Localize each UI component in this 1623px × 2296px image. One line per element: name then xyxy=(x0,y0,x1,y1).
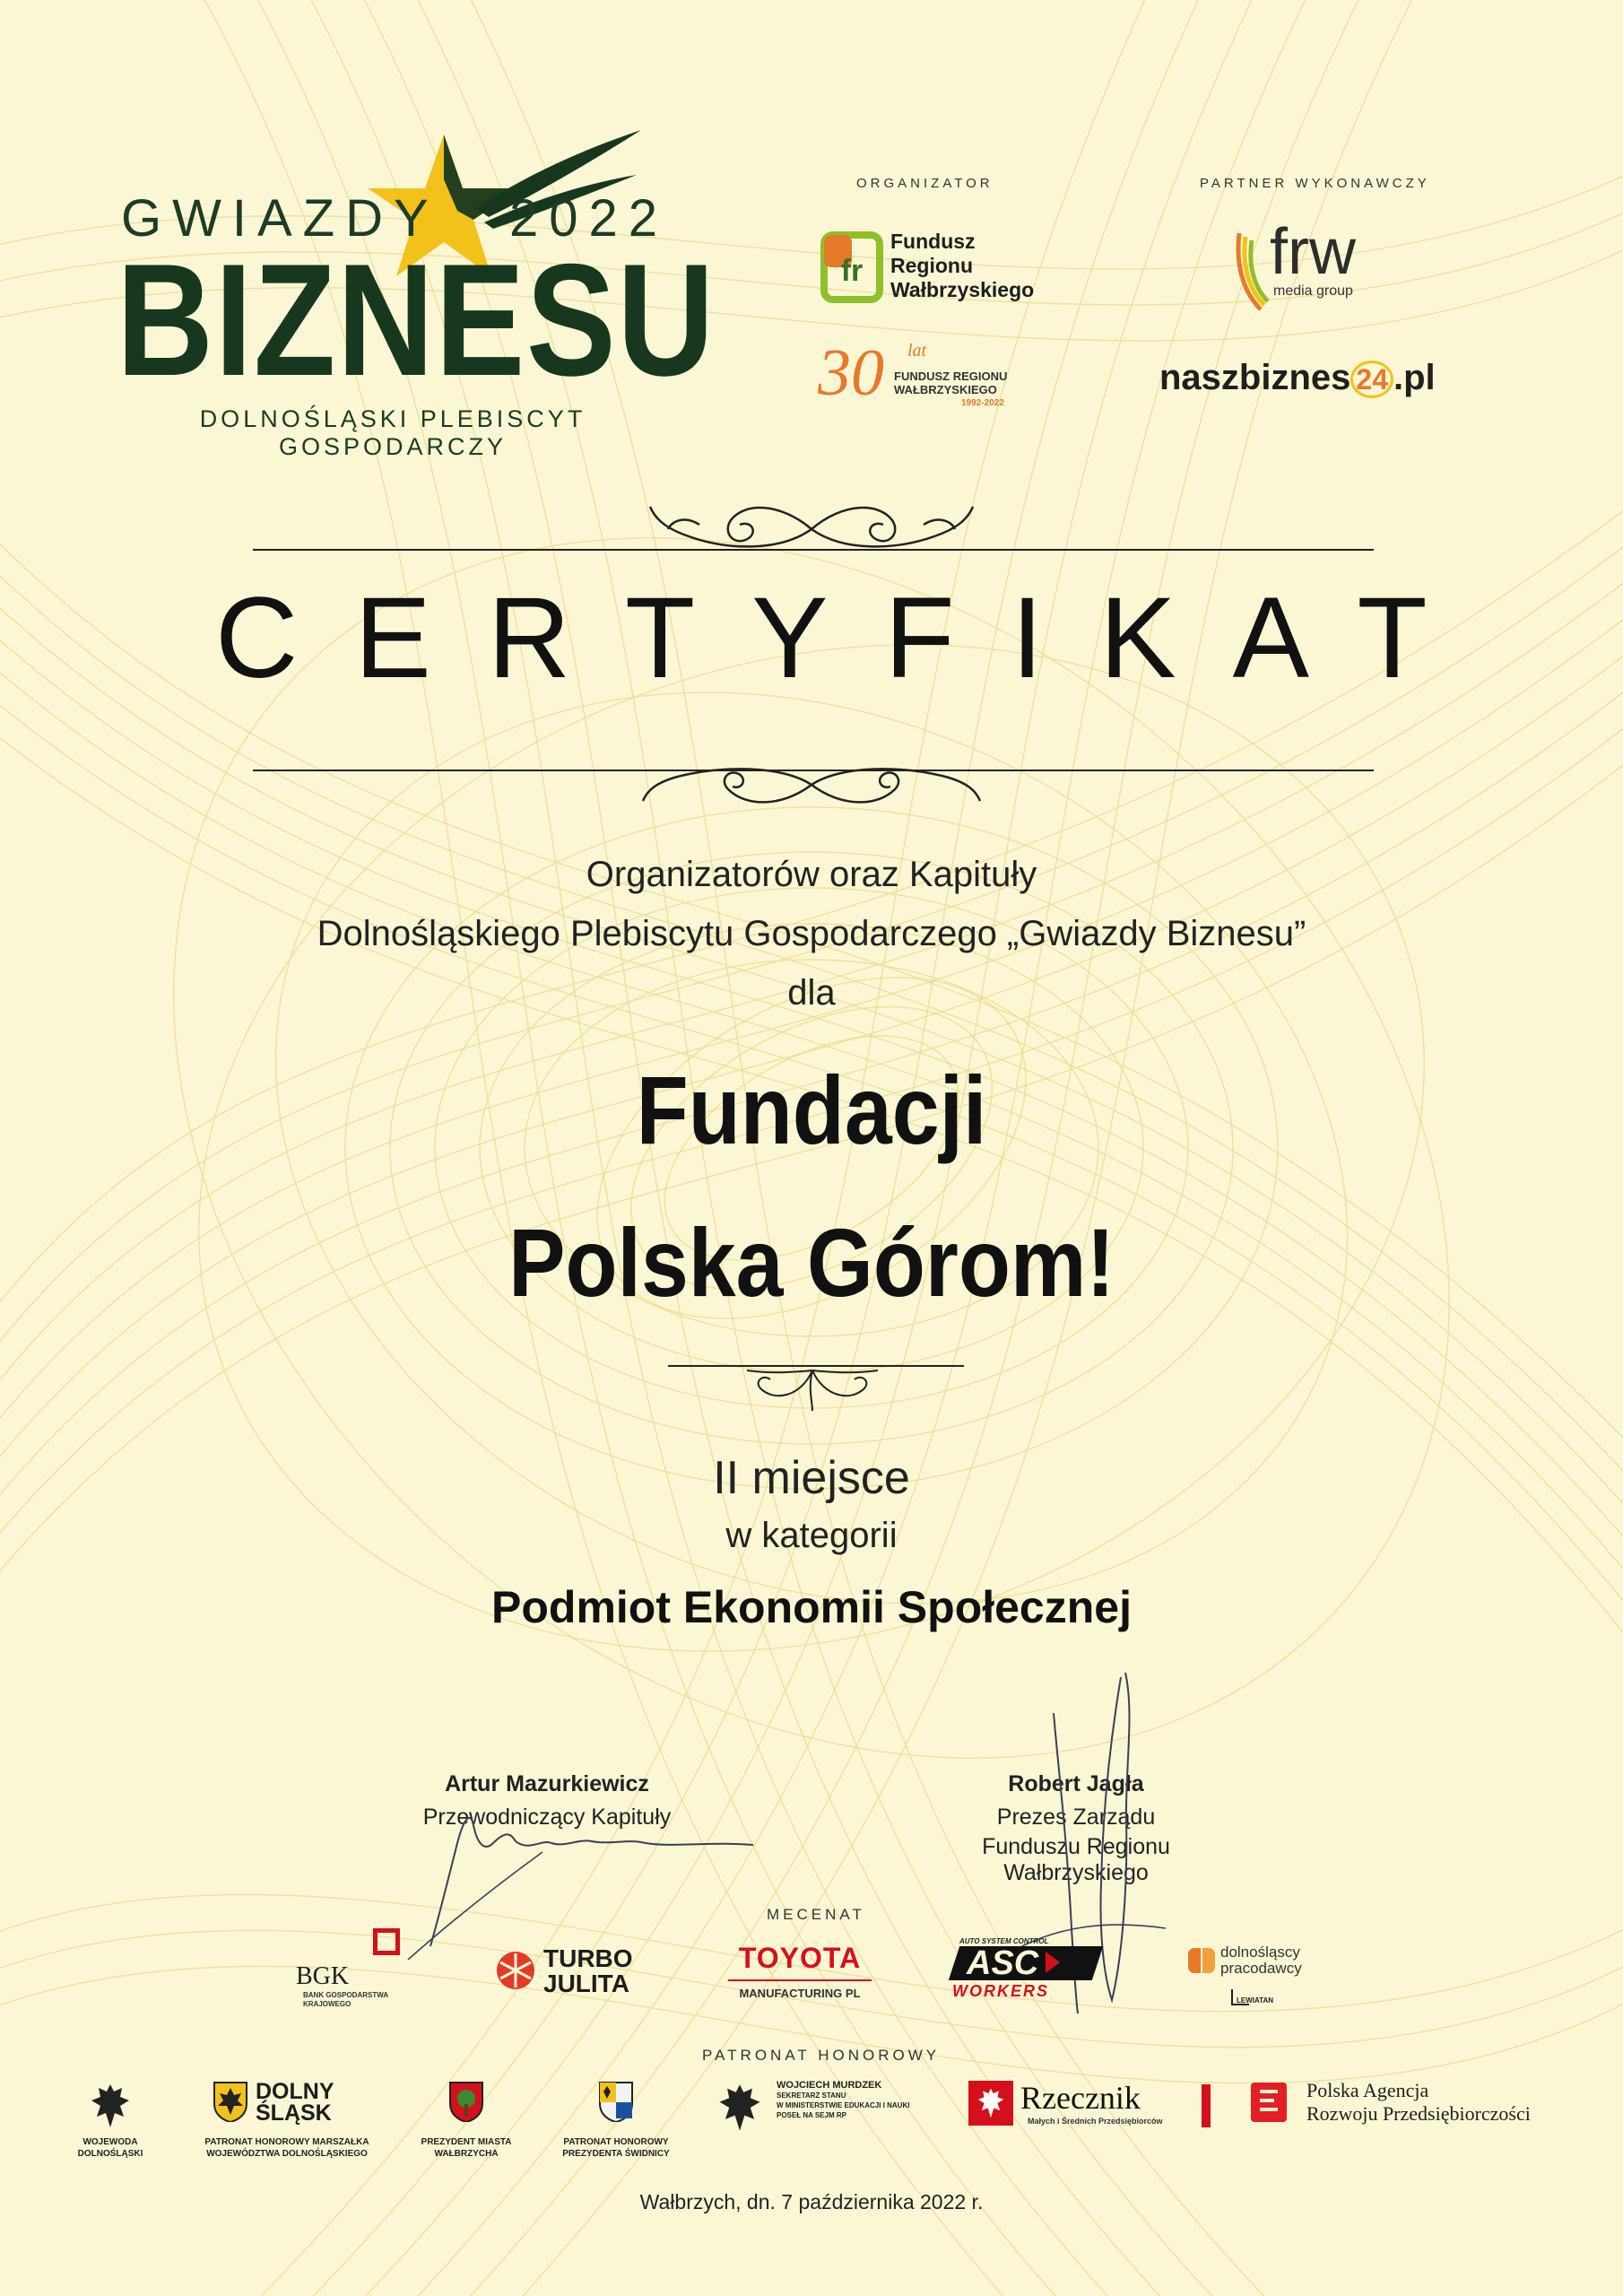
asc-text: ASC xyxy=(967,1944,1039,1982)
lewiatan-text: LEWIATAN xyxy=(1237,1996,1274,2005)
mecenat-label: MECENAT xyxy=(767,1906,865,1923)
fundusz-line3: Wałbrzyskiego xyxy=(890,278,1035,301)
walbrzych-crest-icon xyxy=(448,2081,484,2122)
bgk-logo xyxy=(296,1928,430,2009)
marszalek-line1: PATRONAT HONOROWY MARSZAŁKA xyxy=(204,2137,369,2147)
site-num: 24 xyxy=(1350,361,1393,398)
frw-media-group: media group xyxy=(1273,283,1353,299)
parp-line2: Rozwoju Przedsiębiorczości xyxy=(1306,2102,1531,2125)
fundusz-name xyxy=(890,230,1034,302)
rzecznik-text: Rzecznik xyxy=(1020,2080,1141,2116)
toyota-logo xyxy=(728,1942,872,2005)
murdzek-role2: W MINISTERSTWIE EDUKACJI I NAUKI xyxy=(777,2101,910,2109)
intro-line3: dla xyxy=(787,973,836,1013)
slask-text: ŚLĄSK xyxy=(256,2100,332,2126)
logo-biznesu: BIZNESU xyxy=(117,230,716,409)
murdzek-name: WOJCIECH MURDZEK xyxy=(777,2080,882,2091)
prezydent-line2: WAŁBRZYCHA xyxy=(434,2149,499,2159)
swidnica-crest-icon xyxy=(598,2081,634,2122)
parp-line1: Polska Agencja xyxy=(1306,2079,1429,2101)
anniv-line2: WAŁBRZYSKIEGO xyxy=(894,383,997,396)
walbrzych-logo xyxy=(412,2079,520,2164)
award-in-category: w kategorii xyxy=(725,1516,898,1555)
logo-year: 2022 xyxy=(508,189,668,248)
asc-arrow-icon xyxy=(1046,1952,1060,1973)
turbo-julita-icon xyxy=(495,1950,536,1991)
eagle-icon xyxy=(976,2086,1005,2120)
anniv-years: 1992-2022 xyxy=(961,398,1004,408)
fundusz-line1: Fundusz xyxy=(890,230,976,253)
marszalek-line2: WOJEWÓDZTWA DOLNOŚLĄSKIEGO xyxy=(206,2149,368,2159)
polish-eagle-icon xyxy=(717,2081,762,2135)
fundusz-line2: Regionu xyxy=(890,254,973,277)
intro-line1: Organizatorów oraz Kapituły xyxy=(586,855,1037,894)
dolny-text: DOLNY xyxy=(256,2079,334,2104)
parp-logo xyxy=(1251,2079,1547,2133)
swidnica-logo xyxy=(558,2079,674,2164)
left-signatory-role: Przewodniczący Kapituły xyxy=(422,1805,672,1830)
bottom-ornament-icon xyxy=(638,758,985,812)
right-signatory-role2: Funduszu Regionu Wałbrzyskiego xyxy=(982,1834,1170,1885)
anniv-lat: lat xyxy=(907,341,927,361)
bgk-text: BGK xyxy=(296,1962,350,1990)
svg-text:fr: fr xyxy=(840,254,864,288)
left-signature xyxy=(386,1789,762,1960)
organizator-label: ORGANIZATOR xyxy=(856,176,994,191)
julita-text: JULITA xyxy=(543,1970,629,1997)
swidnica-line1: PATRONAT HONOROWY xyxy=(563,2137,669,2147)
award-place: II miejsce xyxy=(713,1452,910,1504)
bgk-sub2: KRAJOWEGO xyxy=(303,1999,352,2008)
anniv-30: 30 xyxy=(818,336,884,410)
award-category: Podmiot Ekonomii Społecznej xyxy=(491,1582,1132,1632)
naszbiznes-logo xyxy=(1159,358,1436,398)
bgk-square-icon xyxy=(373,1928,400,1955)
date-place: Wałbrzych, dn. 7 października 2022 r. xyxy=(639,2190,984,2213)
turbo-text: TURBO xyxy=(543,1944,633,1972)
logo-gwiazdy: GWIAZDY xyxy=(121,189,439,248)
wojewoda-line1: WOJEWODA xyxy=(82,2137,138,2147)
frw-text: frw xyxy=(1270,216,1356,288)
asc-sub: WORKERS xyxy=(952,1982,1049,2000)
logo-subtitle: DOLNOŚLĄSKI PLEBISCYT GOSPODARCZY xyxy=(199,405,586,460)
top-ornament-icon xyxy=(646,498,977,561)
site-suffix: .pl xyxy=(1393,358,1436,397)
frw-stripes-icon xyxy=(1234,224,1270,314)
rzecznik-logo xyxy=(968,2079,1211,2133)
anniversary-logo xyxy=(818,336,1033,414)
bgk-sub1: BANK GOSPODARSTWA xyxy=(303,1991,389,1999)
murdzek-role3: POSEŁ NA SEJM RP xyxy=(777,2111,846,2119)
intro-line2: Dolnośląskiego Plebiscytu Gospodarczego „Gwiazdy Biznesu” xyxy=(317,914,1306,953)
toyota-sub: MANUFACTURING PL xyxy=(739,1987,861,2000)
divider-ornament-icon xyxy=(738,1361,887,1415)
prezydent-line1: PREZYDENT MIASTA xyxy=(421,2137,512,2147)
asc-top: AUTO SYSTEM CONTROL xyxy=(959,1937,1049,1945)
right-signatory-role1: Prezes Zarządu xyxy=(996,1805,1156,1830)
frw-logo xyxy=(1234,216,1359,314)
dp-line1: dolnośląscy xyxy=(1220,1944,1300,1961)
toyota-text: TOYOTA xyxy=(738,1942,862,1974)
site-prefix: naszbiznes xyxy=(1159,358,1351,397)
murdzek-role1: SEKRETARZ STANU xyxy=(777,2092,846,2100)
left-signatory-name: Artur Mazurkiewicz xyxy=(445,1771,649,1796)
murdzek-logo xyxy=(717,2081,942,2144)
wojewoda-line2: DOLNOŚLĄSKI xyxy=(77,2149,143,2159)
swidnica-line2: PREZYDENTA ŚWIDNICY xyxy=(562,2149,670,2159)
lower-silesia-eagle-icon xyxy=(213,2081,248,2122)
anniv-line1: FUNDUSZ REGIONU xyxy=(894,370,1008,383)
wojewoda-logo xyxy=(52,2081,169,2161)
right-signatory-name: Robert Jagła xyxy=(1008,1771,1144,1796)
asc-workers-logo xyxy=(949,1937,1101,2009)
patronat-label: PATRONAT HONOROWY xyxy=(702,2047,941,2064)
certificate-title: CERTYFIKAT xyxy=(215,574,1484,702)
dolny-slask-logo xyxy=(184,2079,390,2164)
recipient-line1: Fundacji xyxy=(636,1056,987,1164)
partner-label: PARTNER WYKONAWCZY xyxy=(1200,176,1430,191)
recipient-line2: Polska Górom! xyxy=(508,1208,1115,1317)
dp-line2: pracodawcy xyxy=(1220,1960,1302,1977)
rzecznik-sub: Małych i Średnich Przedsiębiorców xyxy=(1028,2117,1163,2126)
parp-icon xyxy=(1251,2083,1287,2122)
dolnoslascy-pracodawcy-logo xyxy=(1188,1944,1332,2016)
title-top-rule xyxy=(253,549,1374,551)
turbo-julita-logo xyxy=(495,1946,647,2000)
fundusz-logo xyxy=(820,231,883,308)
fundusz-fr-icon xyxy=(820,231,883,303)
polish-eagle-icon xyxy=(90,2081,131,2131)
